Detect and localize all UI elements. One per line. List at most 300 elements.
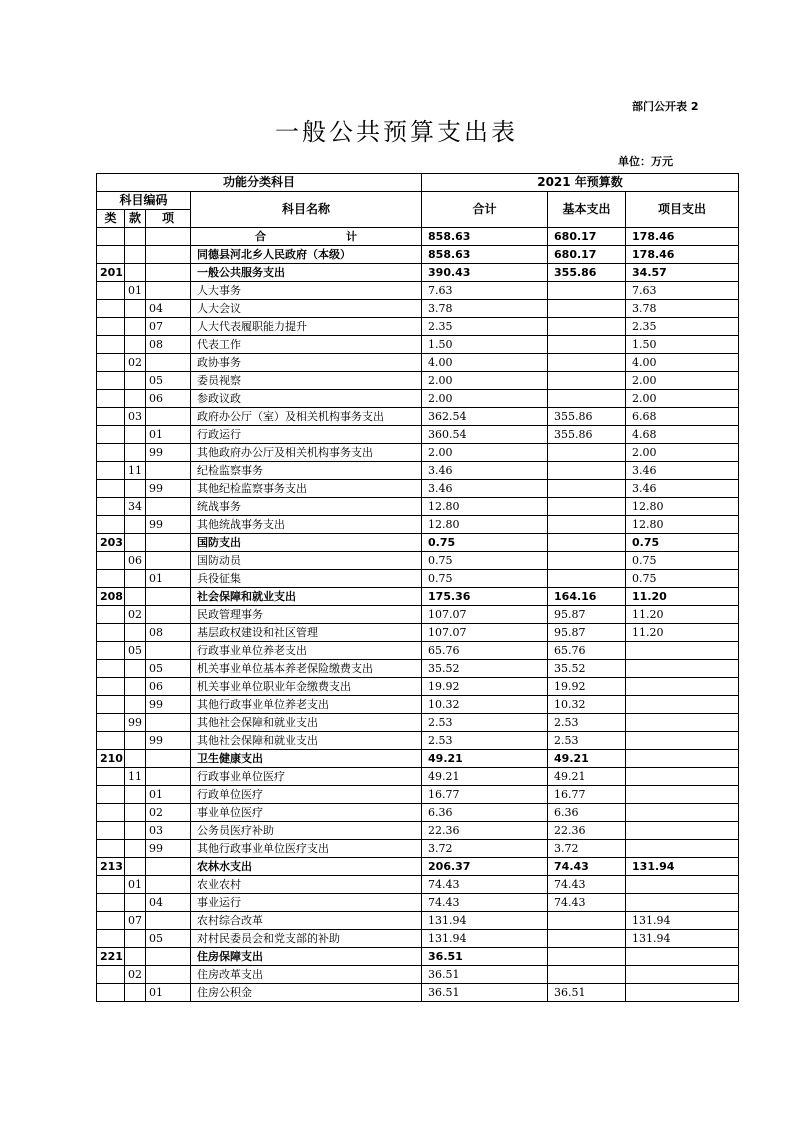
code-xiang: 99	[146, 840, 191, 858]
code-lei	[97, 822, 125, 840]
table-row	[97, 408, 739, 426]
table-row	[97, 948, 739, 966]
table-row	[97, 498, 739, 516]
amount-basic	[548, 282, 626, 300]
amount-project	[626, 804, 739, 822]
table-row	[97, 444, 739, 462]
table-row	[97, 912, 739, 930]
code-lei: 208	[97, 588, 125, 606]
item-name: 其他统战事务支出	[191, 516, 422, 534]
amount-project	[626, 732, 739, 750]
code-kuan	[125, 480, 146, 498]
item-name: 参政议政	[191, 390, 422, 408]
table-row	[97, 462, 739, 480]
amount-total: 3.78	[422, 300, 548, 318]
code-kuan	[125, 300, 146, 318]
code-kuan	[125, 678, 146, 696]
table-tag: 部门公开表 2	[632, 100, 699, 113]
code-xiang	[146, 408, 191, 426]
code-lei	[97, 840, 125, 858]
code-xiang	[146, 588, 191, 606]
amount-project	[626, 750, 739, 768]
code-lei	[97, 480, 125, 498]
header-lei: 类	[97, 210, 125, 228]
item-name: 农业农村	[191, 876, 422, 894]
header-basic: 基本支出	[548, 192, 626, 228]
amount-basic	[548, 300, 626, 318]
code-xiang: 08	[146, 336, 191, 354]
table-row	[97, 426, 739, 444]
amount-total: 107.07	[422, 606, 548, 624]
code-xiang	[146, 534, 191, 552]
total-row	[97, 228, 739, 246]
amount-basic: 49.21	[548, 750, 626, 768]
code-kuan: 07	[125, 912, 146, 930]
amount-total: 2.00	[422, 444, 548, 462]
amount-project	[626, 966, 739, 984]
code-kuan	[125, 318, 146, 336]
amount-total: 360.54	[422, 426, 548, 444]
amount-project: 12.80	[626, 498, 739, 516]
item-name: 其他行政事业单位养老支出	[191, 696, 422, 714]
code-lei	[97, 606, 125, 624]
item-name: 民政管理事务	[191, 606, 422, 624]
amount-project: 0.75	[626, 570, 739, 588]
amount-basic: 355.86	[548, 264, 626, 282]
amount-total: 74.43	[422, 894, 548, 912]
amount-total: 36.51	[422, 966, 548, 984]
code-kuan	[125, 570, 146, 588]
code-kuan	[125, 516, 146, 534]
amount-basic: 355.86	[548, 426, 626, 444]
code-lei	[97, 894, 125, 912]
amount-basic: 355.86	[548, 408, 626, 426]
amount-project: 6.68	[626, 408, 739, 426]
amount-basic: 22.36	[548, 822, 626, 840]
code-lei	[97, 354, 125, 372]
budget-table	[96, 173, 739, 1002]
code-kuan	[125, 588, 146, 606]
amount-basic	[548, 336, 626, 354]
amount-basic	[548, 390, 626, 408]
code-kuan	[125, 750, 146, 768]
code-xiang: 01	[146, 984, 191, 1002]
item-name: 机关事业单位职业年金缴费支出	[191, 678, 422, 696]
item-name: 同德县河北乡人民政府（本级）	[191, 246, 422, 264]
item-name: 其他社会保障和就业支出	[191, 714, 422, 732]
code-kuan	[125, 660, 146, 678]
code-xiang	[146, 642, 191, 660]
amount-project: 11.20	[626, 624, 739, 642]
amount-project: 0.75	[626, 534, 739, 552]
amount-project: 178.46	[626, 246, 739, 264]
amount-total: 3.46	[422, 480, 548, 498]
code-kuan	[125, 336, 146, 354]
item-name: 纪检监察事务	[191, 462, 422, 480]
code-lei	[97, 336, 125, 354]
table-row	[97, 696, 739, 714]
code-lei	[97, 696, 125, 714]
amount-basic	[548, 372, 626, 390]
code-kuan: 34	[125, 498, 146, 516]
code-lei	[97, 660, 125, 678]
amount-project: 131.94	[626, 912, 739, 930]
code-kuan	[125, 444, 146, 462]
amount-project: 34.57	[626, 264, 739, 282]
code-lei	[97, 804, 125, 822]
amount-total: 10.32	[422, 696, 548, 714]
item-name: 卫生健康支出	[191, 750, 422, 768]
item-name: 事业运行	[191, 894, 422, 912]
code-xiang	[146, 714, 191, 732]
amount-project: 3.46	[626, 480, 739, 498]
item-name: 政府办公厅（室）及相关机构事务支出	[191, 408, 422, 426]
amount-total: 49.21	[422, 768, 548, 786]
item-name: 行政事业单位医疗	[191, 768, 422, 786]
amount-basic	[548, 534, 626, 552]
code-xiang: 99	[146, 516, 191, 534]
item-name: 统战事务	[191, 498, 422, 516]
header-name: 科目名称	[191, 192, 422, 228]
amount-basic: 95.87	[548, 606, 626, 624]
code-lei	[97, 768, 125, 786]
code-kuan: 03	[125, 408, 146, 426]
table-row	[97, 282, 739, 300]
table-row	[97, 624, 739, 642]
table-row	[97, 858, 739, 876]
item-name: 其他纪检监察事务支出	[191, 480, 422, 498]
code-kuan	[125, 984, 146, 1002]
code-xiang	[146, 750, 191, 768]
item-name: 事业单位医疗	[191, 804, 422, 822]
amount-project	[626, 876, 739, 894]
amount-total: 74.43	[422, 876, 548, 894]
table-row	[97, 660, 739, 678]
item-name: 一般公共服务支出	[191, 264, 422, 282]
table-row	[97, 714, 739, 732]
code-xiang	[146, 282, 191, 300]
amount-total: 206.37	[422, 858, 548, 876]
table-row	[97, 822, 739, 840]
amount-project: 0.75	[626, 552, 739, 570]
amount-total: 1.50	[422, 336, 548, 354]
amount-project: 2.35	[626, 318, 739, 336]
amount-basic: 95.87	[548, 624, 626, 642]
code-xiang: 99	[146, 480, 191, 498]
code-lei	[97, 246, 125, 264]
amount-total: 2.00	[422, 390, 548, 408]
table-row	[97, 516, 739, 534]
amount-project: 11.20	[626, 606, 739, 624]
amount-project: 131.94	[626, 930, 739, 948]
amount-basic: 49.21	[548, 768, 626, 786]
amount-total: 2.53	[422, 714, 548, 732]
code-xiang: 05	[146, 930, 191, 948]
total-sum: 858.63	[422, 228, 548, 246]
item-name: 国防支出	[191, 534, 422, 552]
code-kuan: 11	[125, 462, 146, 480]
amount-project: 11.20	[626, 588, 739, 606]
amount-basic: 65.76	[548, 642, 626, 660]
item-name: 行政单位医疗	[191, 786, 422, 804]
table-row	[97, 894, 739, 912]
amount-total: 362.54	[422, 408, 548, 426]
code-lei: 221	[97, 948, 125, 966]
table-row	[97, 732, 739, 750]
table-row	[97, 246, 739, 264]
table-row	[97, 966, 739, 984]
amount-project	[626, 642, 739, 660]
item-name: 公务员医疗补助	[191, 822, 422, 840]
code-kuan	[125, 894, 146, 912]
amount-basic: 10.32	[548, 696, 626, 714]
amount-project	[626, 678, 739, 696]
code-lei	[97, 552, 125, 570]
table-row	[97, 480, 739, 498]
code-kuan	[125, 624, 146, 642]
code-lei	[97, 516, 125, 534]
item-name: 其他社会保障和就业支出	[191, 732, 422, 750]
amount-total: 12.80	[422, 516, 548, 534]
code-lei	[97, 300, 125, 318]
code-xiang	[146, 552, 191, 570]
amount-basic: 74.43	[548, 858, 626, 876]
amount-total: 0.75	[422, 552, 548, 570]
amount-project	[626, 840, 739, 858]
code-kuan	[125, 372, 146, 390]
code-lei	[97, 462, 125, 480]
code-lei: 201	[97, 264, 125, 282]
amount-total: 35.52	[422, 660, 548, 678]
amount-project	[626, 894, 739, 912]
unit-label: 单位：万元	[618, 155, 673, 168]
item-name: 人大代表履职能力提升	[191, 318, 422, 336]
amount-total: 2.00	[422, 372, 548, 390]
code-xiang: 01	[146, 786, 191, 804]
amount-basic	[548, 318, 626, 336]
item-name: 农林水支出	[191, 858, 422, 876]
amount-basic: 680.17	[548, 246, 626, 264]
amount-total: 390.43	[422, 264, 548, 282]
amount-basic	[548, 498, 626, 516]
item-name: 人大事务	[191, 282, 422, 300]
header-year: 2021 年预算数	[422, 174, 739, 192]
code-xiang: 04	[146, 300, 191, 318]
code-xiang	[146, 246, 191, 264]
code-lei	[97, 912, 125, 930]
amount-total: 2.53	[422, 732, 548, 750]
table-row	[97, 804, 739, 822]
code-xiang: 99	[146, 732, 191, 750]
item-name: 农村综合改革	[191, 912, 422, 930]
item-name: 国防动员	[191, 552, 422, 570]
amount-basic: 16.77	[548, 786, 626, 804]
amount-basic: 74.43	[548, 894, 626, 912]
code-kuan	[125, 732, 146, 750]
code-xiang: 02	[146, 804, 191, 822]
code-lei	[97, 984, 125, 1002]
header-project: 项目支出	[626, 192, 739, 228]
code-lei	[97, 318, 125, 336]
amount-project: 12.80	[626, 516, 739, 534]
header-functional: 功能分类科目	[97, 174, 422, 192]
code-kuan	[125, 390, 146, 408]
amount-basic: 3.72	[548, 840, 626, 858]
code-kuan: 11	[125, 768, 146, 786]
amount-total: 131.94	[422, 930, 548, 948]
code-xiang: 01	[146, 570, 191, 588]
code-xiang	[146, 498, 191, 516]
code-lei	[97, 876, 125, 894]
code-kuan: 02	[125, 354, 146, 372]
code-kuan	[125, 804, 146, 822]
code-kuan: 06	[125, 552, 146, 570]
amount-total: 3.72	[422, 840, 548, 858]
code-lei	[97, 966, 125, 984]
code-lei: 203	[97, 534, 125, 552]
amount-project: 4.00	[626, 354, 739, 372]
amount-total: 131.94	[422, 912, 548, 930]
table-row	[97, 768, 739, 786]
code-kuan	[125, 786, 146, 804]
code-kuan	[125, 822, 146, 840]
header-code: 科目编码	[97, 192, 191, 210]
amount-project: 3.46	[626, 462, 739, 480]
code-xiang: 06	[146, 390, 191, 408]
amount-basic: 19.92	[548, 678, 626, 696]
code-lei: 213	[97, 858, 125, 876]
amount-basic	[548, 930, 626, 948]
item-name: 行政运行	[191, 426, 422, 444]
table-row	[97, 318, 739, 336]
amount-total: 858.63	[422, 246, 548, 264]
code-xiang: 08	[146, 624, 191, 642]
code-lei	[97, 678, 125, 696]
item-name: 对村民委员会和党支部的补助	[191, 930, 422, 948]
code-lei	[97, 642, 125, 660]
amount-total: 49.21	[422, 750, 548, 768]
amount-total: 3.46	[422, 462, 548, 480]
amount-project: 2.00	[626, 390, 739, 408]
code-lei	[97, 498, 125, 516]
table-row	[97, 336, 739, 354]
item-name: 行政事业单位养老支出	[191, 642, 422, 660]
table-row	[97, 750, 739, 768]
code-lei	[97, 282, 125, 300]
amount-basic	[548, 912, 626, 930]
amount-total: 16.77	[422, 786, 548, 804]
amount-total: 36.51	[422, 984, 548, 1002]
code-kuan: 01	[125, 876, 146, 894]
amount-basic: 36.51	[548, 984, 626, 1002]
total-project: 178.46	[626, 228, 739, 246]
amount-basic	[548, 462, 626, 480]
amount-basic	[548, 480, 626, 498]
amount-total: 12.80	[422, 498, 548, 516]
table-row	[97, 354, 739, 372]
code-kuan	[125, 426, 146, 444]
amount-project: 4.68	[626, 426, 739, 444]
code-xiang	[146, 606, 191, 624]
item-name: 委员视察	[191, 372, 422, 390]
table-row	[97, 372, 739, 390]
amount-project	[626, 984, 739, 1002]
amount-project: 1.50	[626, 336, 739, 354]
code-lei	[97, 444, 125, 462]
table-row	[97, 606, 739, 624]
item-name: 住房改革支出	[191, 966, 422, 984]
code-xiang: 99	[146, 444, 191, 462]
amount-project	[626, 660, 739, 678]
code-xiang	[146, 768, 191, 786]
amount-basic	[548, 552, 626, 570]
item-name: 兵役征集	[191, 570, 422, 588]
code-xiang	[146, 912, 191, 930]
code-xiang	[146, 858, 191, 876]
amount-total: 0.75	[422, 534, 548, 552]
amount-total: 175.36	[422, 588, 548, 606]
code-xiang: 06	[146, 678, 191, 696]
amount-basic	[548, 354, 626, 372]
table-row	[97, 840, 739, 858]
code-lei: 210	[97, 750, 125, 768]
table-row	[97, 570, 739, 588]
amount-basic	[548, 516, 626, 534]
item-name: 社会保障和就业支出	[191, 588, 422, 606]
code-kuan: 02	[125, 966, 146, 984]
code-lei	[97, 930, 125, 948]
item-name: 其他政府办公厅及相关机构事务支出	[191, 444, 422, 462]
table-row	[97, 390, 739, 408]
code-lei	[97, 570, 125, 588]
total-label: 合 计	[191, 228, 422, 246]
code-kuan	[125, 696, 146, 714]
code-xiang	[146, 966, 191, 984]
table-row	[97, 552, 739, 570]
code-xiang: 05	[146, 372, 191, 390]
total-basic: 680.17	[548, 228, 626, 246]
header-total: 合计	[422, 192, 548, 228]
amount-project	[626, 948, 739, 966]
code-kuan	[125, 534, 146, 552]
header-kuan: 款	[125, 210, 146, 228]
item-name: 代表工作	[191, 336, 422, 354]
amount-total: 6.36	[422, 804, 548, 822]
item-name: 人大会议	[191, 300, 422, 318]
table-row	[97, 786, 739, 804]
code-kuan: 05	[125, 642, 146, 660]
table-row	[97, 588, 739, 606]
amount-total: 19.92	[422, 678, 548, 696]
code-lei	[97, 372, 125, 390]
code-xiang: 03	[146, 822, 191, 840]
table-row	[97, 534, 739, 552]
code-lei	[97, 408, 125, 426]
code-xiang	[146, 876, 191, 894]
amount-total: 65.76	[422, 642, 548, 660]
amount-total: 7.63	[422, 282, 548, 300]
code-kuan: 01	[125, 282, 146, 300]
table-row	[97, 300, 739, 318]
code-xiang	[146, 948, 191, 966]
code-lei	[97, 732, 125, 750]
amount-basic	[548, 444, 626, 462]
amount-basic: 6.36	[548, 804, 626, 822]
code-xiang: 05	[146, 660, 191, 678]
amount-total: 107.07	[422, 624, 548, 642]
item-name: 住房公积金	[191, 984, 422, 1002]
amount-basic: 2.53	[548, 714, 626, 732]
